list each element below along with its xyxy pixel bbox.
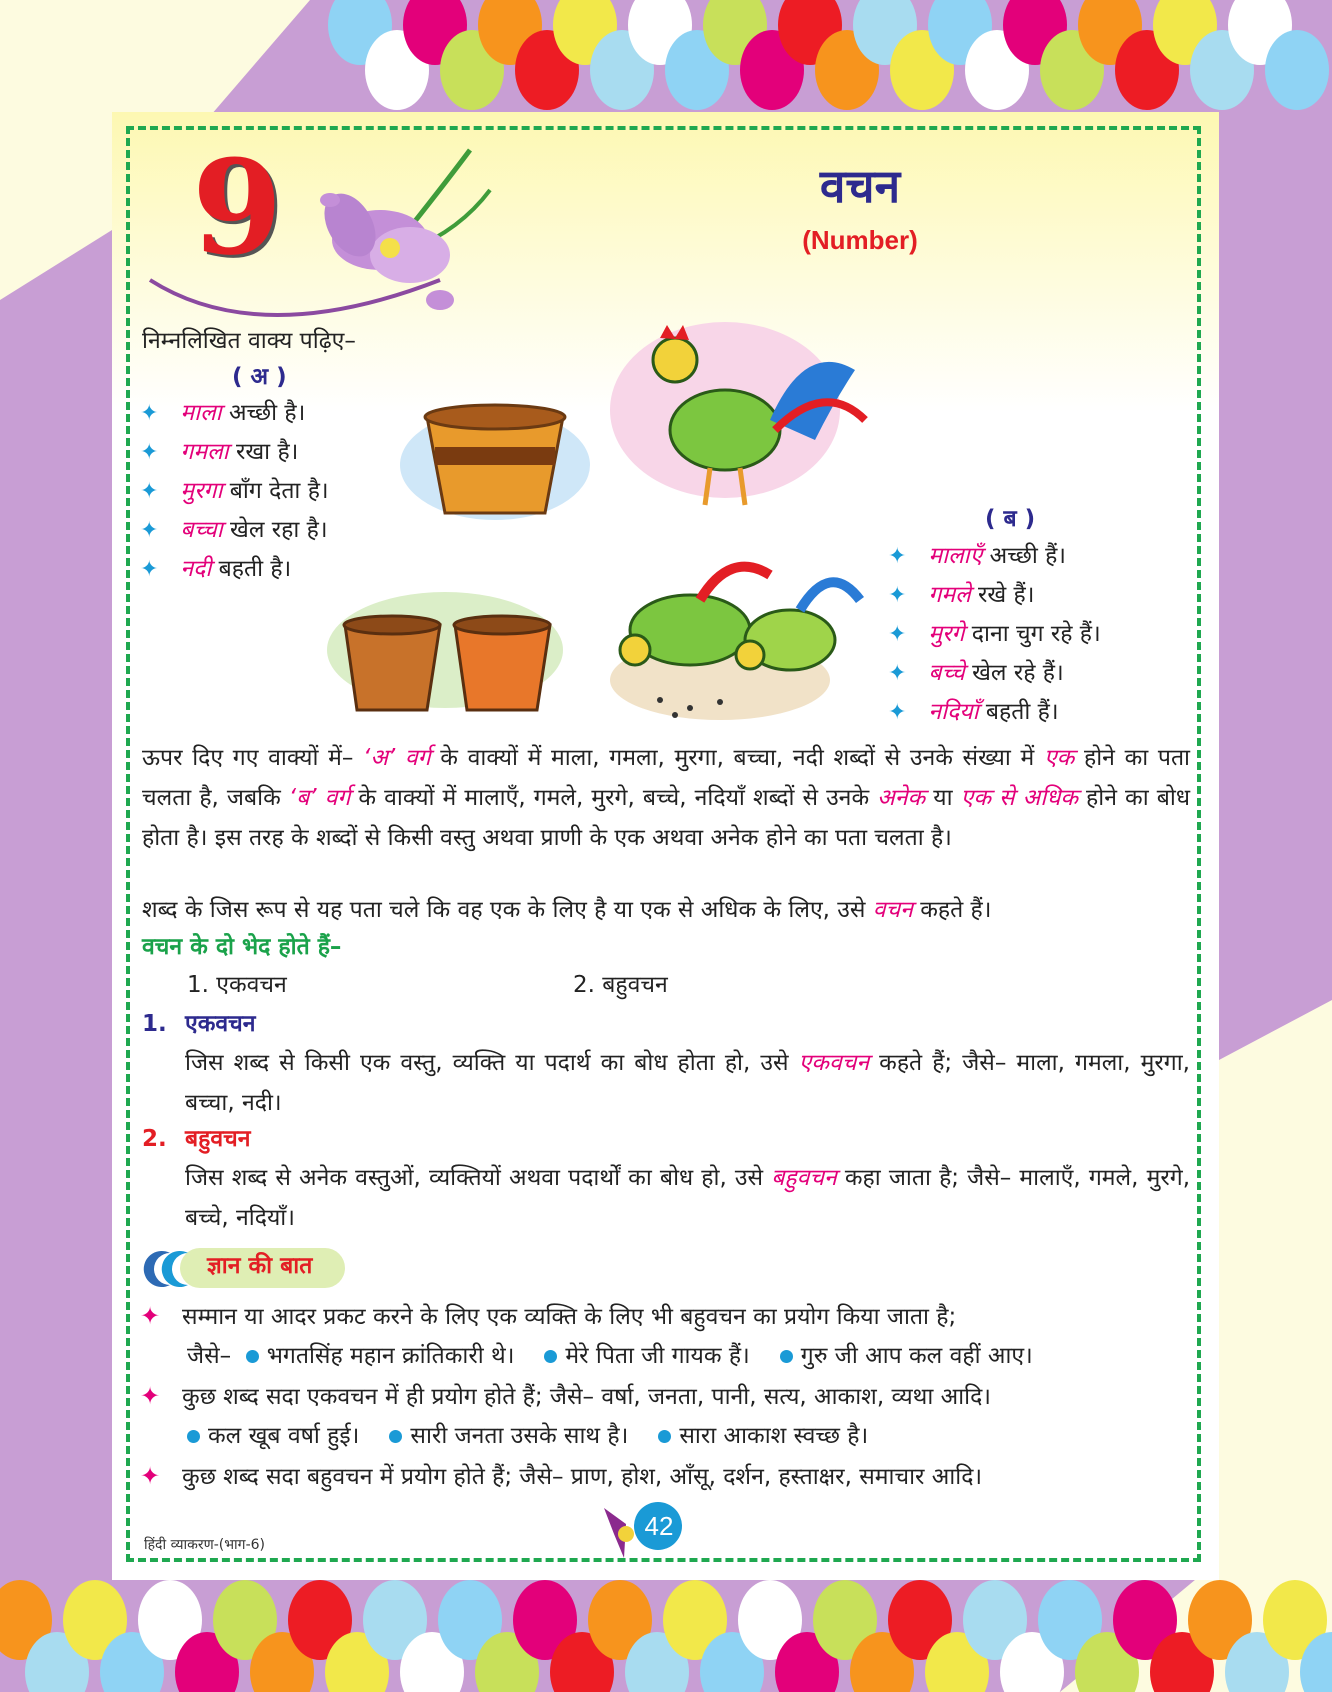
list-item: ✦ गमला रखा है। — [140, 439, 299, 465]
dot-bullet-icon — [544, 1350, 557, 1363]
chapter-subtitle: (Number) — [802, 225, 918, 255]
intro-text: निम्नलिखित वाक्य पढ़िए– — [142, 328, 356, 354]
book-title: हिंदी व्याकरण-(भाग-6) — [144, 1537, 265, 1553]
star-bullet-icon: ✦ — [140, 440, 159, 465]
type-item: 1. एकवचन — [187, 972, 287, 998]
hens-feeding-illustration — [600, 540, 880, 725]
group-b-list — [888, 537, 1101, 732]
gyan-examples-1: जैसे– भगतसिंह महान क्रांतिकारी थे। मेरे पिता जी गायक हैं। गुरु जी आप कल वहीं आए। — [187, 1343, 1033, 1369]
group-b-label: ( ब ) — [985, 506, 1036, 532]
gyan-examples-2: कल खूब वर्षा हुई। सारी जनता उसके साथ है। सारा आकाश स्वच्छ है। — [187, 1417, 868, 1455]
list-item: ✦ गमले रखे हैं। — [888, 582, 1035, 608]
dot-bullet-icon — [389, 1430, 402, 1443]
explanation-paragraph: ऊपर दिए गए वाक्यों में– ‘अ’ वर्ग के वाक्यों में माला, गमला, मुरगा, बच्चा, नदी शब्दों से उनके संख्या में एक होने का पता चलता है, जबकि ‘ब’ वर्ग के वाक्यों में मालाएँ, गमले, मुरगे, बच्चे, नदियाँ शब्दों से उनके अनेक या एक से अधिक होने का बोध होता है। इस तरह के शब्दों से किसी वस्तु अथवा प्राणी के एक अथवा अनेक होने का पता चलता है। — [142, 745, 1191, 851]
ekvachan-title: एकवचन — [185, 1011, 256, 1037]
rooster-illustration — [605, 310, 885, 510]
star-bullet-icon: ✦ — [140, 1302, 161, 1330]
star-bullet-icon: ✦ — [140, 557, 159, 582]
types-heading: वचन के दो भेद होते हैं– — [142, 934, 342, 960]
dot-bullet-icon — [246, 1350, 259, 1363]
star-bullet-icon: ✦ — [140, 401, 159, 426]
ekvachan-number: 1. — [142, 1011, 167, 1037]
star-bullet-icon: ✦ — [140, 479, 159, 504]
single-pot-illustration — [395, 395, 595, 530]
list-item: ✦ बच्चा खेल रहा है। — [140, 517, 328, 543]
ekvachan-text: जिस शब्द से किसी एक वस्तु, व्यक्ति या पदार्थ का बोध होता हो, उसे एकवचन कहते हैं; जैसे– माला, गमला, मुरगा, बच्चा, नदी। — [185, 1050, 1190, 1116]
orchid-flower-icon — [140, 130, 510, 330]
star-bullet-icon: ✦ — [140, 518, 159, 543]
dot-bullet-icon — [187, 1430, 200, 1443]
star-bullet-icon: ✦ — [888, 544, 907, 569]
gyan-title: ज्ञान की बात — [207, 1253, 313, 1279]
group-a-label: ( अ ) — [232, 364, 287, 390]
definition-paragraph: शब्द के जिस रूप से यह पता चले कि वह एक के लिए है या एक से अधिक के लिए, उसे वचन कहते हैं। — [142, 897, 992, 923]
chapter-title: वचन — [819, 159, 901, 213]
dot-bullet-icon — [658, 1430, 671, 1443]
list-item: ✦ मालाएँ अच्छी हैं। — [888, 543, 1067, 569]
star-bullet-icon: ✦ — [888, 661, 907, 686]
two-pots-illustration — [325, 590, 565, 720]
gyan-bullet: ✦ कुछ शब्द सदा बहुवचन में प्रयोग होते हैं; जैसे– प्राण, होश, आँसू, दर्शन, हस्ताक्षर, समाचार आदि। — [140, 1462, 983, 1490]
list-item: ✦ नदियाँ बहती हैं। — [888, 699, 1059, 725]
bahuvachan-text: जिस शब्द से अनेक वस्तुओं, व्यक्तियों अथवा पदार्थों का बोध हो, उसे बहुवचन कहा जाता है; जैसे– मालाएँ, गमले, मुरगे, बच्चे, नदियाँ। — [185, 1165, 1191, 1231]
page-number: 42 — [644, 1511, 674, 1541]
chapter-number: 9 — [192, 131, 283, 284]
star-bullet-icon: ✦ — [140, 1382, 161, 1410]
list-item: ✦ मुरगा बाँग देता है। — [140, 478, 329, 504]
list-item: ✦ बच्चे खेल रहे हैं। — [888, 660, 1064, 686]
star-bullet-icon: ✦ — [888, 700, 907, 725]
dot-bullet-icon — [780, 1350, 793, 1363]
star-bullet-icon: ✦ — [888, 622, 907, 647]
gyan-bullet: ✦ सम्मान या आदर प्रकट करने के लिए एक व्यक्ति के लिए भी बहुवचन का प्रयोग किया जाता है; — [140, 1302, 957, 1330]
list-item: ✦ नदी बहती है। — [140, 556, 292, 582]
group-a-list — [140, 394, 329, 589]
star-bullet-icon: ✦ — [140, 1462, 161, 1490]
list-item: ✦ मुरगे दाना चुग रहे हैं। — [888, 621, 1101, 647]
gyan-bullet: ✦ कुछ शब्द सदा एकवचन में ही प्रयोग होते हैं; जैसे– वर्षा, जनता, पानी, सत्य, आकाश, व्यथा आदि। — [140, 1382, 992, 1410]
bahuvachan-number: 2. — [142, 1126, 167, 1152]
star-bullet-icon: ✦ — [888, 583, 907, 608]
bahuvachan-title: बहुवचन — [185, 1126, 251, 1152]
polka-dot — [1265, 30, 1329, 110]
list-item: ✦ माला अच्छी है। — [140, 400, 306, 426]
type-item: 2. बहुवचन — [573, 972, 668, 998]
